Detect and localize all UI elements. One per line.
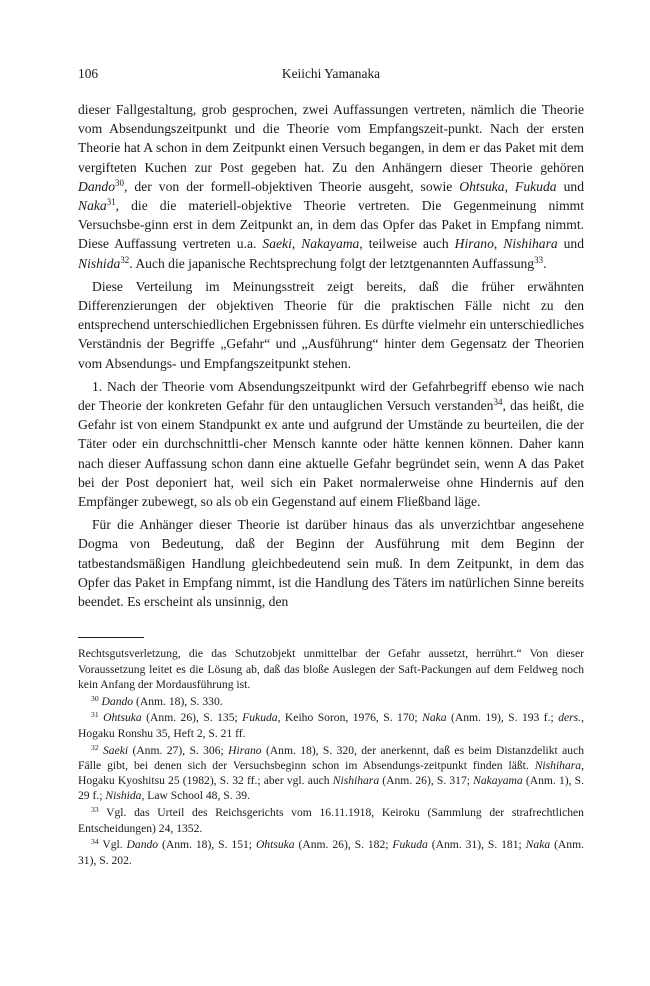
- main-text: [78, 100, 584, 611]
- book-page: [78, 66, 584, 868]
- paragraph-1: dieser Fallgestaltung, grob gesprochen, zwei Auffassungen vertreten, nämlich die Theorie vom Absendungszeitpunkt und die Theorie vom Empfangszeit-punkt. Nach der ersten Theorie hat A schon in dem Zeitpunkt einen Versuch begangen, in dem er das Paket mit dem vergifteten Kuchen zur Post gegeben hat. Zu den Anhängern dieser Theorie gehören Dando$^{30}$, der von der formell-objektiven Theorie ausgeht, sowie Ohtsuka, Fukuda und Naka$^{31}$, die die materiell-objektive Theorie vertreten. Die Gegenmeinung nimmt Versuchsbe-ginn erst in dem Zeitpunkt an, in dem das Opfer das Paket in Empfang nimmt. Diese Auffassung vertreten u.a. Saeki, Nakayama, teilweise auch Hirano, Nishihara und Nishida$^{32}$. Auch die japanische Rechtsprechung folgt der letztgenannten Auffassung$^{33}$.: [78, 102, 585, 271]
- paragraph-4: Für die Anhänger dieser Theorie ist darüber hinaus das als unverzichtbar angesehene Dogma von Bedeutung, daß der Beginn der Ausführung mit dem Beginn der tatbestandsmäßigen Handlung gleichbedeutend sein muß. In dem Zeitpunkt, in dem das Opfer das Paket in Empfang nimmt, ist die Handlung des Täters im natürlichen Sinne bereits beendet. Es erscheint als unsinnig, den: [78, 517, 584, 610]
- footnote-32: $^{32}$ Saeki (Anm. 27), S. 306; Hirano (Anm. 18), S. 320, der anerkennt, daß es beim Distanzdelikt auch Fälle gibt, bei denen sich der Versuchsbeginn schon im Absendungs-zeitpunkt finden läßt. Nishihara, Hogaku Kyoshitsu 25 (1982), S. 32 ff.; aber vgl. auch Nishihara (Anm. 26), S. 317; Nakayama (Anm. 1), S. 29 f.; Nishida, Law School 48, S. 39.: [78, 742, 585, 803]
- footnote-number: 31: [91, 710, 99, 720]
- author-name: Nishida: [78, 255, 121, 271]
- footnote-ref: 31: [106, 197, 116, 208]
- footnote-31: $^{31}$ Ohtsuka (Anm. 26), S. 135; Fukuda, Keiho Soron, 1976, S. 170; Naka (Anm. 19), S. 193 f.; ders., Hogaku Ronshu 35, Heft 2, S. 21 ff.: [78, 710, 584, 740]
- page-header: [78, 66, 584, 88]
- paragraph-2: Diese Verteilung im Meinungsstreit zeigt bereits, daß die früher erwähnten Differenzierungen der objektiven Theorie für die praktischen Fälle nicht zu den entsprechend unterschiedlichen Ergebnissen führen. Es dürfte vielmehr ein unterschiedliches Verständnis der Begriffe „Gefahr“ und „Ausführung“ hinter dem Gegensatz der Theorien vom Absendungs- und Empfangszeitpunkt stehen.: [78, 278, 584, 371]
- footnote-number: 34: [91, 837, 99, 847]
- footnote-ref: 32: [120, 254, 130, 265]
- footnote-ref: 33: [534, 254, 544, 265]
- author-name: Fukuda: [515, 178, 557, 194]
- author-name: Dando: [78, 178, 116, 194]
- page-number: 106: [78, 66, 99, 81]
- author-name: Nishihara: [503, 236, 558, 252]
- author-name: Naka: [78, 198, 107, 214]
- footnote-ref: 30: [115, 177, 124, 188]
- author-name: Hirano: [454, 236, 494, 252]
- footnote-30: $^{30}$ Dando (Anm. 18), S. 330.: [91, 693, 223, 708]
- author-name: Saeki: [262, 236, 292, 252]
- footnote-number: 30: [91, 693, 99, 703]
- footnote-continuation: Rechtsgutsverletzung, die das Schutzobjekt unmittelbar der Gefahr aussetzt, herrührt.“ Von dieser Voraussetzung leitet es die Lösung ab, daß das bloße Auslegen der Saft-Packungen auf dem Feldweg noch kein Anfang der Mordausführung ist.: [78, 647, 584, 691]
- footnote-number: 32: [91, 742, 99, 752]
- author-name: Nakayama: [301, 236, 360, 252]
- footnote-34: $^{34}$ Vgl. Dando (Anm. 18), S. 151; Ohtsuka (Anm. 26), S. 182; Fukuda (Anm. 31), S. 181; Naka (Anm. 31), S. 202.: [78, 837, 585, 867]
- footnote-33: $^{33}$ Vgl. das Urteil des Reichsgerichts vom 16.11.1918, Keiroku (Sammlung der strafrechtlichen Entscheidungen) 24, 1352.: [78, 805, 584, 835]
- footnotes: [78, 646, 584, 868]
- paragraph-3: 1. Nach der Theorie vom Absendungszeitpunkt wird der Gefahrbegriff ebenso wie nach der Theorie der konkreten Gefahr für den untauglichen Versuch verstanden$^{34}$, das heißt, die Gefahr ist von einem Standpunkt ex ante und aufgrund der Umstände zu beurteilen, die der Täter oder ein durchschnittli-cher Mensch kannte oder hätte kennen können. Daher kann nach dieser Auffassung schon dann eine aktuelle Gefahr begründet sein, wenn A das Paket bei der Post deponiert hat, weil sich ein Paket normalerweise ohne Hindernis auf den Empfänger zubewegt, so als ob ein Gegenstand auf einem Fließband läge.: [78, 378, 585, 510]
- footnote-rule: [78, 637, 144, 638]
- running-head: Keiichi Yamanaka: [281, 66, 381, 81]
- author-name: Ohtsuka: [459, 178, 505, 194]
- footnote-number: 33: [91, 805, 99, 815]
- footnote-ref: 34: [493, 397, 503, 408]
